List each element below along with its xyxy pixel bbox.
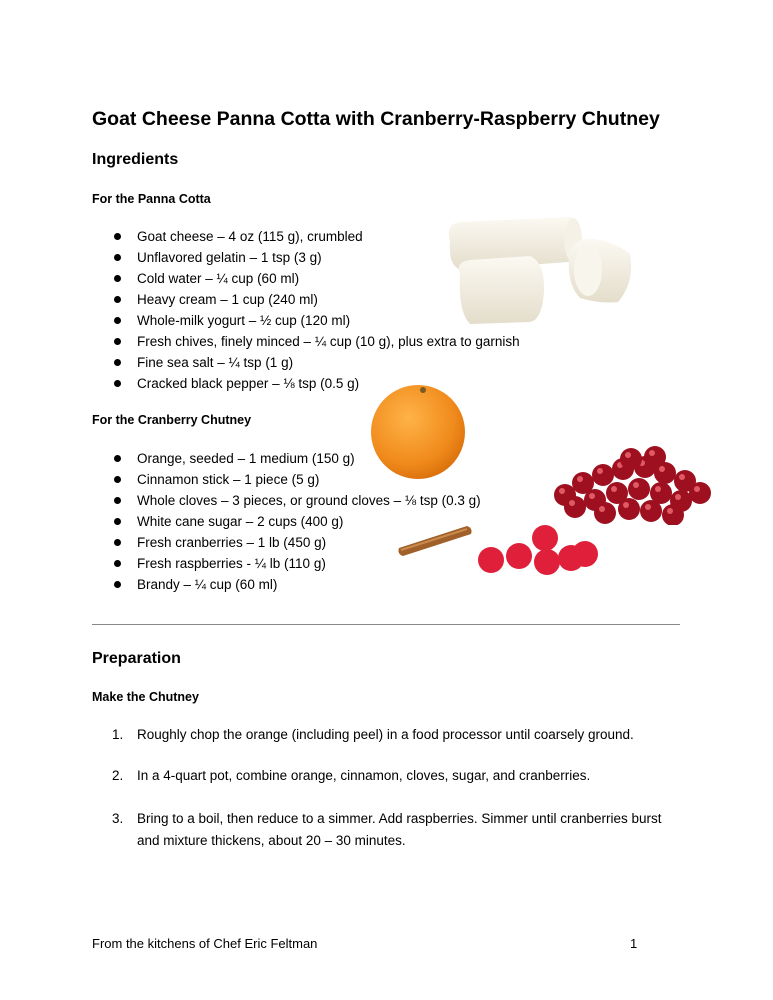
preparation-heading: Preparation [92,650,181,667]
cranberry-highlight [645,504,651,510]
step-number: 3. [112,811,124,826]
cranberry-highlight [667,508,673,514]
raspberries-image [475,518,605,578]
step-number: 2. [112,768,124,783]
orange-image [368,380,468,480]
cranberry-highlight [577,476,583,482]
bullet-icon [114,455,121,462]
cranberry-highlight [633,482,639,488]
section-divider [92,624,680,625]
list-item [0,490,481,511]
cranberry-highlight [589,493,595,499]
cranberry-highlight [625,452,631,458]
bullet-icon [114,359,121,366]
cranberry-highlight [623,502,629,508]
goat-cheese-image [430,212,640,330]
cranberry-shape [592,464,614,486]
ingredient-text: Whole-milk yogurt – ½ cup (120 ml) [137,313,351,328]
raspberry-shape [478,547,504,573]
cranberry-highlight [597,468,603,474]
ingredient-text: Unflavored gelatin – 1 tsp (3 g) [137,250,322,265]
cranberry-highlight [599,506,605,512]
ingredient-text: Brandy – ¼ cup (60 ml) [137,577,278,592]
cranberry-highlight [559,488,565,494]
step-item [112,765,687,787]
cranberry-shape [640,500,662,522]
bullet-icon [114,233,121,240]
cranberry-shape [689,482,711,504]
ingredient-text: Cold water – ¼ cup (60 ml) [137,271,300,286]
raspberry-shape [572,541,598,567]
ingredient-text: Fresh chives, finely minced – ¼ cup (10 g), plus extra to garnish [137,334,520,349]
ingredient-text: Fresh raspberries - ¼ lb (110 g) [137,556,326,571]
cranberry-highlight [611,486,617,492]
cranberry-shape [662,504,684,525]
cranberry-shape [618,498,640,520]
ingredient-text: Cinnamon stick – 1 piece (5 g) [137,472,320,487]
recipe-title: Goat Cheese Panna Cotta with Cranberry-Raspberry Chutney [92,108,660,130]
ingredient-text: Orange, seeded – 1 medium (150 g) [137,451,355,466]
panna-cotta-heading: For the Panna Cotta [92,192,211,206]
step-number: 1. [112,727,124,742]
bullet-icon [114,560,121,567]
list-item [0,331,520,352]
bullet-icon [114,275,121,282]
bullet-icon [114,317,121,324]
cranberry-shape [620,448,642,470]
cranberry-highlight [675,494,681,500]
bullet-icon [114,518,121,525]
list-item [0,352,520,373]
bullet-icon [114,581,121,588]
ingredient-text: White cane sugar – 2 cups (400 g) [137,514,344,529]
list-item [0,574,481,595]
bullet-icon [114,296,121,303]
cranberry-highlight [655,486,661,492]
ingredient-text: Cracked black pepper – ⅛ tsp (0.5 g) [137,376,360,391]
cranberry-highlight [659,466,665,472]
cinnamon-stick-image [395,518,475,560]
bullet-icon [114,254,121,261]
step-text: In a 4-quart pot, combine orange, cinnamon, cloves, sugar, and cranberries. [137,768,591,783]
ingredient-text: Fresh cranberries – 1 lb (450 g) [137,535,327,550]
cranberry-shape [628,478,650,500]
raspberry-shape [534,549,560,575]
ingredients-heading: Ingredients [92,151,179,168]
bullet-icon [114,497,121,504]
make-chutney-heading: Make the Chutney [92,690,199,704]
cranberry-shape [644,446,666,468]
ingredient-text: Heavy cream – 1 cup (240 ml) [137,292,318,307]
bullet-icon [114,338,121,345]
bullet-icon [114,476,121,483]
raspberry-shape [532,525,558,551]
raspberry-shape [506,543,532,569]
step-item [112,808,687,852]
step-text: Roughly chop the orange (including peel) in a food processor until coarsely ground. [137,727,634,742]
bullet-icon [114,380,121,387]
footer-credit: From the kitchens of Chef Eric Feltman [92,936,318,951]
cranberry-highlight [694,486,700,492]
bullet-icon [114,539,121,546]
cranberries-image [545,445,715,525]
ingredient-text: Whole cloves – 3 pieces, or ground cloves – ⅛ tsp (0.3 g) [137,493,481,508]
cranberry-shape [564,496,586,518]
chutney-heading: For the Cranberry Chutney [92,413,252,427]
ingredient-text: Fine sea salt – ¼ tsp (1 g) [137,355,294,370]
step-item [112,724,687,746]
ingredient-text: Goat cheese – 4 oz (115 g), crumbled [137,229,363,244]
page-number: 1 [630,936,638,951]
cranberry-highlight [679,474,685,480]
cranberry-highlight [649,450,655,456]
step-text: Bring to a boil, then reduce to a simmer. Add raspberries. Simmer until cranberries burst and mixture thickens, about 20 – 30 minutes. [137,811,662,848]
cranberry-highlight [569,500,575,506]
